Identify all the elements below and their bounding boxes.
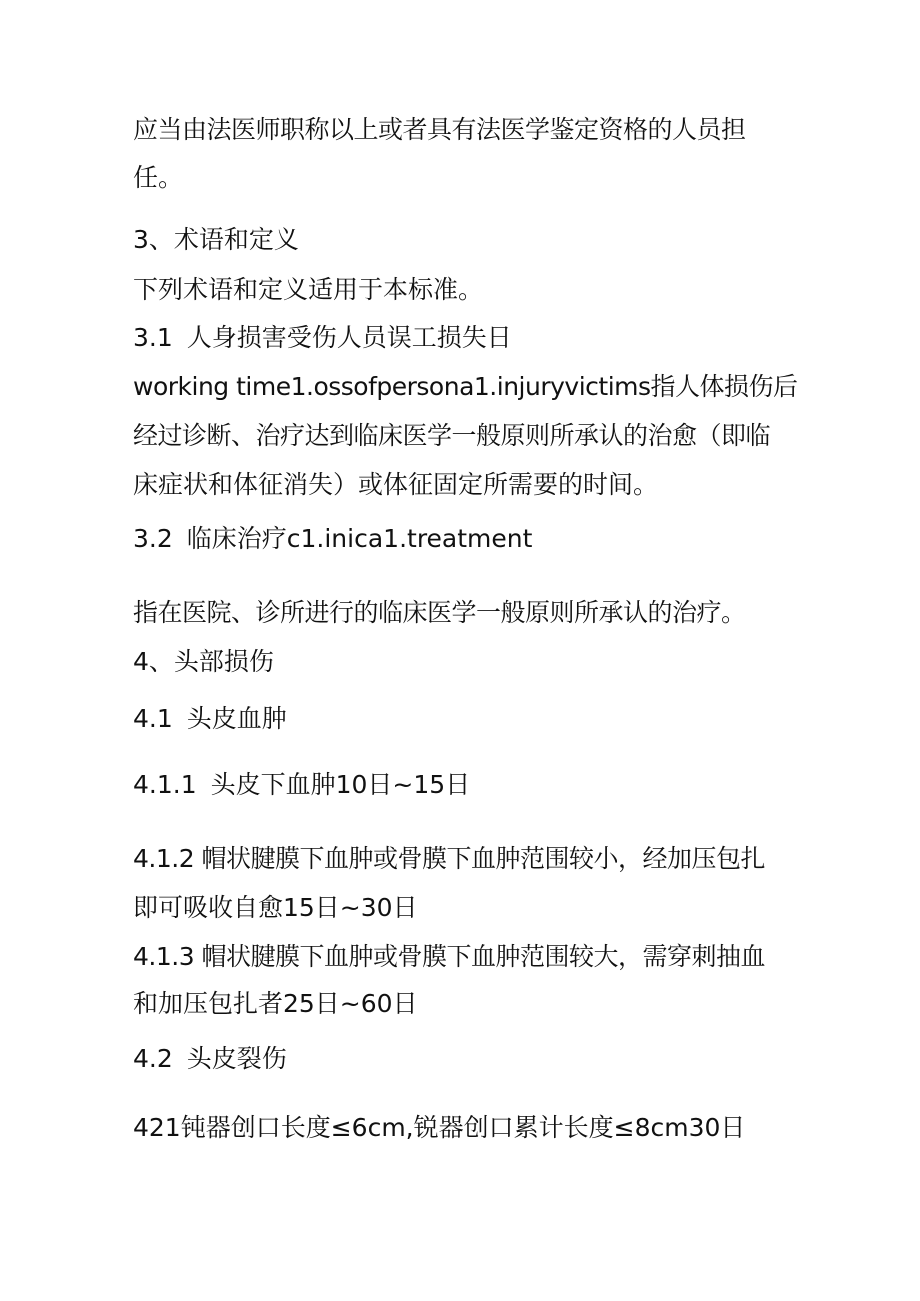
section-heading-4-1	[133, 703, 793, 735]
paragraph-line: 任。	[133, 163, 184, 192]
paragraph-line: 经过诊断、治疗达到临床医学一般原则所承认的治愈（即临	[133, 421, 771, 450]
paragraph-line: working time1.ossofpersona1.injuryvictims指人体损伤后	[133, 372, 798, 401]
paragraph-line: 和加压包扎者25日~60日	[133, 989, 418, 1018]
paragraph-line: 421钝器创口长度≤6cm,锐器创口累计长度≤8cm30日	[133, 1113, 746, 1142]
paragraph-line: 指在医院、诊所进行的临床医学一般原则所承认的治疗。	[133, 598, 746, 627]
section-title: 头皮血肿	[186, 704, 287, 733]
paragraph-line: 4.1.2 帽状腱膜下血肿或骨膜下血肿范围较小，经加压包扎	[133, 844, 766, 873]
section-title: 头皮裂伤	[186, 1044, 287, 1073]
section-heading-4: 4、头部损伤	[133, 647, 274, 676]
paragraph-line: 下列术语和定义适用于本标准。	[133, 275, 484, 304]
section-item-4-1-1	[133, 769, 793, 801]
section-title: 人身损害受伤人员误工损失日	[186, 323, 512, 352]
section-title: 临床治疗c1.inica1.treatment	[186, 524, 533, 553]
paragraph-line: 床症状和体征消失）或体征固定所需要的时间。	[133, 470, 659, 499]
paragraph-line: 即可吸收自愈15日~30日	[133, 893, 418, 922]
section-number: 4.1.1	[133, 770, 197, 799]
paragraph-line: 应当由法医师职称以上或者具有法医学鉴定资格的人员担	[133, 115, 746, 144]
paragraph-line: 4.1.3 帽状腱膜下血肿或骨膜下血肿范围较大，需穿刺抽血	[133, 942, 766, 971]
section-heading-3-2	[133, 523, 793, 555]
section-heading-3: 3、术语和定义	[133, 225, 299, 254]
section-number: 3.1	[133, 323, 173, 352]
section-heading-3-1	[133, 322, 793, 354]
section-number: 4.1	[133, 704, 173, 733]
section-heading-4-2	[133, 1043, 793, 1075]
section-text: 头皮下血肿10日~15日	[210, 770, 471, 799]
section-number: 3.2	[133, 524, 173, 553]
section-number: 4.2	[133, 1044, 173, 1073]
